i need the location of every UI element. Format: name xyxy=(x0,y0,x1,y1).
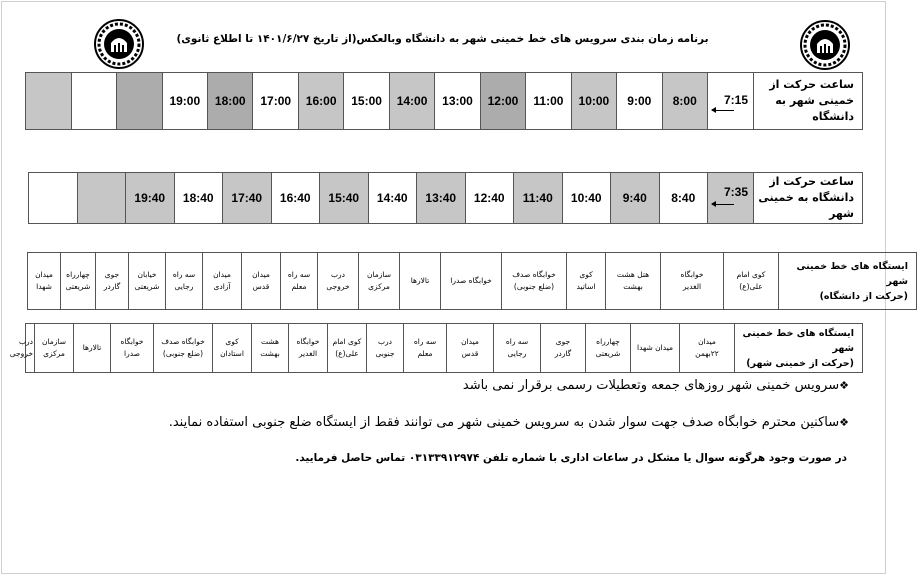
bullet-diamond-icon: ❖ xyxy=(839,416,849,429)
time-cell xyxy=(117,73,162,130)
stop-name-2: (ضلع جنوبی) xyxy=(513,282,555,291)
stop-name-2: خروجی xyxy=(326,282,350,291)
stop-name: خوابگاه صدف xyxy=(512,270,556,279)
time-cell: 15:00 xyxy=(344,73,389,130)
time-cell: 17:40 xyxy=(223,173,272,224)
stop-cell xyxy=(96,253,129,310)
time-cell: 16:40 xyxy=(271,173,320,224)
time-cell: 13:40 xyxy=(417,173,466,224)
stop-name-2: گاردر xyxy=(554,349,572,358)
stop-cell xyxy=(661,253,724,310)
stops-label-line1: ایستگاه های خط خمینی شهر xyxy=(742,327,854,354)
stop-cell xyxy=(404,324,447,373)
stop-name: کوی xyxy=(579,270,593,279)
stop-name: خوابگاه صدرا xyxy=(450,276,492,285)
stop-name: سه راه xyxy=(413,337,437,346)
stop-cell xyxy=(606,253,661,310)
stop-name-2: معلم xyxy=(291,282,307,291)
first-departure-cell xyxy=(708,173,754,224)
stops-to-university-table xyxy=(27,252,917,310)
time-cell: 8:00 xyxy=(662,73,707,130)
schedule-from-university xyxy=(28,172,863,224)
stop-name: میدان xyxy=(252,270,270,279)
stop-name: درب xyxy=(330,270,346,279)
stop-cell xyxy=(724,253,779,310)
time-cell: 11:40 xyxy=(514,173,563,224)
bullet-diamond-icon: ❖ xyxy=(839,379,849,392)
stop-cell xyxy=(61,253,96,310)
first-departure-time: 7:35 xyxy=(724,185,749,199)
stop-name-2: علی(ع) xyxy=(335,349,359,358)
stop-name-2: معلم xyxy=(417,349,433,358)
from-university-label: ساعت حرکت از دانشگاه به خمینی شهر xyxy=(754,173,863,224)
stop-name: میدان xyxy=(213,270,231,279)
time-cell: 18:40 xyxy=(174,173,223,224)
stops-label-line2: (حرکت از دانشگاه) xyxy=(819,290,908,302)
time-cell: 10:00 xyxy=(571,73,616,130)
time-cell xyxy=(71,73,116,130)
stop-name: جوی xyxy=(555,337,571,346)
stop-name-2: قدس xyxy=(461,349,479,358)
stop-cell xyxy=(35,324,74,373)
stop-cell xyxy=(318,253,359,310)
time-cell: 19:00 xyxy=(162,73,207,130)
stop-name-2: خروجی xyxy=(9,349,33,358)
stop-cell xyxy=(447,324,494,373)
stop-cell xyxy=(9,324,35,373)
time-cell: 18:00 xyxy=(208,73,253,130)
stop-name: میدان xyxy=(698,337,716,346)
stop-cell xyxy=(281,253,318,310)
stop-cell xyxy=(441,253,502,310)
note-holidays xyxy=(463,378,849,393)
table-row xyxy=(26,73,863,130)
stop-cell xyxy=(541,324,586,373)
stop-name: سه راه xyxy=(505,337,529,346)
stops-label xyxy=(735,324,863,373)
stop-name: سه راه xyxy=(287,270,311,279)
time-cell xyxy=(29,173,78,224)
note-holidays-text: سرویس خمینی شهر روزهای جمعه وتعطیلات رسمی برقرار نمی باشد xyxy=(462,378,840,393)
time-cell: 8:40 xyxy=(659,173,708,224)
note-sadaf-dorm-text: ساکنین محترم خوابگاه صدف جهت سوار شدن به سرویس خمینی شهر می توانند فقط از ایستگاه ضلع جنوبی استفاده نمایند. xyxy=(168,415,840,430)
stop-cell xyxy=(586,324,631,373)
stop-cell xyxy=(631,324,680,373)
stop-cell xyxy=(74,324,111,373)
right-university-emblem-icon xyxy=(800,20,850,70)
stop-name-2: علی(ع) xyxy=(739,282,763,291)
stop-name-2: شریعتی xyxy=(134,282,160,291)
stop-name: چهارراه xyxy=(66,270,90,279)
stop-cell xyxy=(111,324,154,373)
time-cell: 16:00 xyxy=(298,73,343,130)
stop-cell xyxy=(359,253,400,310)
left-university-emblem-icon xyxy=(94,19,144,69)
time-cell: 9:00 xyxy=(617,73,662,130)
stop-name: خوابگاه صدف xyxy=(161,337,205,346)
table-row xyxy=(26,324,863,373)
stop-name: کوی امام xyxy=(736,270,766,279)
note-sadaf-dorm xyxy=(169,415,849,430)
stop-name-2: مرکزی xyxy=(43,349,65,358)
stop-name: خوابگاه xyxy=(680,270,704,279)
stop-cell xyxy=(203,253,242,310)
stop-cell xyxy=(242,253,281,310)
stop-name-2: بهشت xyxy=(260,349,280,358)
stop-name: سازمان xyxy=(41,337,66,346)
stop-name-2: الغدیر xyxy=(682,282,702,291)
stop-name: میدان شهدا xyxy=(637,343,673,352)
page-title: برنامه زمان بندی سرویس های خط خمینی شهر به دانشگاه وبالعکس(از تاریخ ۱۴۰۱/۶/۲۷ تا اطلاع ثانوی) xyxy=(176,33,709,45)
stop-name-2: قدس xyxy=(252,282,270,291)
stop-name: کوی امام xyxy=(332,337,362,346)
stop-name: خیابان xyxy=(137,270,157,279)
stop-name: خوابگاه xyxy=(296,337,320,346)
stop-name-2: (ضلع جنوبی) xyxy=(162,349,204,358)
stop-name: سازمان xyxy=(366,270,391,279)
time-cell: 13:00 xyxy=(435,73,480,130)
time-cell: 11:00 xyxy=(526,73,571,130)
stop-name-2: رجایی xyxy=(174,282,194,291)
time-cell: 12:00 xyxy=(480,73,525,130)
stop-cell xyxy=(494,324,541,373)
time-cell: 14:40 xyxy=(368,173,417,224)
stop-name: هتل هشت xyxy=(616,270,650,279)
stop-name: درب xyxy=(377,337,393,346)
stop-cell xyxy=(213,324,252,373)
stops-label-line1: ایستگاه های خط خمینی شهر xyxy=(796,260,908,287)
stop-name: میدان xyxy=(461,337,479,346)
to-university-label: ساعت حرکت از خمینی شهر به دانشگاه xyxy=(754,73,863,130)
stop-cell xyxy=(154,324,213,373)
first-departure-time: 7:15 xyxy=(724,93,749,107)
stop-name-2: شریعتی xyxy=(595,349,621,358)
stop-name: هشت xyxy=(260,337,279,346)
stop-name-2: رجایی xyxy=(507,349,527,358)
stop-name-2: ۲۲بهمن xyxy=(695,349,719,358)
stop-cell xyxy=(289,324,328,373)
arrow-left-icon xyxy=(712,204,734,205)
contact-note: در صورت وجود هرگونه سوال یا مشکل در ساعات اداری با شماره تلفن ۰۳۱۳۳۹۱۲۹۷۴ تماس حاصل فرمایید. xyxy=(295,452,847,464)
stop-name: چهارراه xyxy=(596,337,620,346)
arrow-left-icon xyxy=(712,110,734,111)
stop-name-2: آزادی xyxy=(213,282,231,291)
stop-name-2: گاردر xyxy=(103,282,121,291)
stops-label xyxy=(779,253,917,310)
stop-name: خوابگاه xyxy=(120,337,144,346)
stops-label-line2: (حرکت از خمینی شهر) xyxy=(746,357,854,369)
time-cell: 15:40 xyxy=(320,173,369,224)
stop-name: درب xyxy=(18,337,33,346)
stop-cell xyxy=(166,253,203,310)
schedule-to-university xyxy=(25,72,863,130)
time-cell: 17:00 xyxy=(253,73,298,130)
stop-cell xyxy=(252,324,289,373)
stop-name: تالارها xyxy=(410,276,430,285)
stop-cell xyxy=(328,324,367,373)
stop-cell xyxy=(129,253,166,310)
time-cell xyxy=(26,73,72,130)
stop-name-2: بهشت xyxy=(623,282,643,291)
stop-name-2: مرکزی xyxy=(368,282,390,291)
time-cell: 10:40 xyxy=(562,173,611,224)
stop-name: کوی xyxy=(225,337,239,346)
stop-name-2: استادان xyxy=(220,349,244,358)
stop-cell xyxy=(567,253,606,310)
stop-cell xyxy=(400,253,441,310)
stop-name: جوی xyxy=(104,270,120,279)
table-row xyxy=(29,173,863,224)
stop-name: تالارها xyxy=(82,343,102,352)
stop-name-2: صدرا xyxy=(123,349,140,358)
time-cell: 9:40 xyxy=(611,173,660,224)
table-row xyxy=(28,253,917,310)
stops-from-city-table xyxy=(9,323,863,373)
stop-cell xyxy=(502,253,567,310)
stop-name: میدان xyxy=(35,270,53,279)
time-cell: 14:00 xyxy=(389,73,434,130)
stop-name-2: جنوبی xyxy=(375,349,395,358)
stop-name-2: اساتید xyxy=(576,282,596,291)
first-departure-cell xyxy=(708,73,754,130)
stop-name-2: شریعتی xyxy=(65,282,91,291)
stop-name-2: الغدیر xyxy=(298,349,318,358)
stop-cell xyxy=(680,324,735,373)
time-cell: 19:40 xyxy=(126,173,175,224)
stop-cell xyxy=(367,324,404,373)
stop-cell xyxy=(28,253,61,310)
time-cell: 12:40 xyxy=(465,173,514,224)
stop-name: سه راه xyxy=(172,270,196,279)
time-cell xyxy=(77,173,126,224)
stop-name-2: شهدا xyxy=(36,282,52,291)
